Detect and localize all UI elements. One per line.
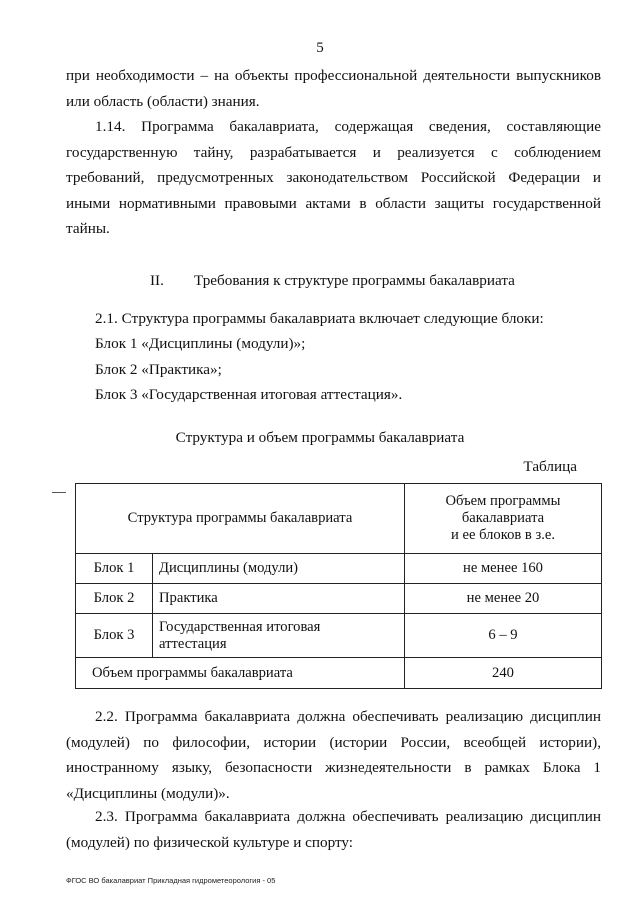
block-cell: Блок 3 [76, 614, 153, 658]
table-total-row [76, 658, 602, 689]
volume-cell: 6 – 9 [405, 614, 602, 658]
header-volume-line: и ее блоков в з.е. [451, 527, 555, 543]
table-row [76, 584, 602, 614]
block-name-cell: Практика [153, 584, 405, 614]
table-row [76, 554, 602, 584]
table-header-row [76, 484, 602, 554]
volume-cell: не менее 20 [405, 584, 602, 614]
block-cell: Блок 1 [76, 554, 153, 584]
program-structure-table [75, 483, 602, 689]
block-list-item: Блок 1 «Дисциплины (модули)»; [95, 335, 306, 352]
block-cell: Блок 2 [76, 584, 153, 614]
page-number: 5 [316, 40, 324, 56]
block-list-item: Блок 2 «Практика»; [95, 361, 222, 378]
block-name-cell: Дисциплины (модули) [153, 554, 405, 584]
total-value-cell: 240 [405, 658, 602, 689]
paragraph-2-1: 2.1. Структура программы бакалавриата включает следующие блоки: [95, 310, 544, 327]
table-caption: Структура и объем программы бакалавриата [175, 429, 465, 446]
paragraph-intro: при необходимости – на объекты профессиональной деятельности выпускников или область (области) знания. [66, 67, 601, 110]
document-footer: ФГОС ВО бакалавриат Прикладная гидрометеорология - 05 [66, 876, 276, 885]
table-row [76, 614, 602, 658]
block-name-cell [153, 614, 405, 658]
block-list-item: Блок 3 «Государственная итоговая аттестация». [95, 386, 403, 403]
paragraph-2-3: 2.3. Программа бакалавриата должна обеспечивать реализацию дисциплин (модулей) по физической культуре и спорту: [66, 808, 601, 851]
block-name-line: Государственная итоговая [159, 618, 321, 635]
section-heading [150, 272, 515, 290]
volume-cell: не менее 160 [405, 554, 602, 584]
paragraph-1-14: 1.14. Программа бакалавриата, содержащая сведения, составляющие государственную тайну, разрабатывается и реализуется с соблюдением требований, предусмотренных законодательством Российской Федерации и иными нормативными правовыми актами в области защиты государственной тайны. [66, 118, 601, 238]
section-title: Требования к структуре программы бакалавриата [194, 272, 515, 289]
paragraph-2-2: 2.2. Программа бакалавриата должна обеспечивать реализацию дисциплин (модулей) по философии, истории (истории России, всеобщей истории), иностранному языку, безопасности жизнедеятельности в рамках Блока 1 «Дисциплины (модули)». [66, 708, 601, 802]
total-label-cell: Объем программы бакалавриата [76, 658, 405, 689]
header-volume-line: бакалавриата [461, 510, 545, 526]
table-label: Таблица [523, 458, 577, 475]
margin-mark [52, 492, 66, 493]
section-number: II. [150, 272, 164, 289]
header-volume [405, 484, 602, 554]
header-structure: Структура программы бакалавриата [76, 484, 405, 554]
header-volume-line: Объем программы [445, 493, 561, 509]
block-name-line: аттестация [159, 635, 227, 652]
